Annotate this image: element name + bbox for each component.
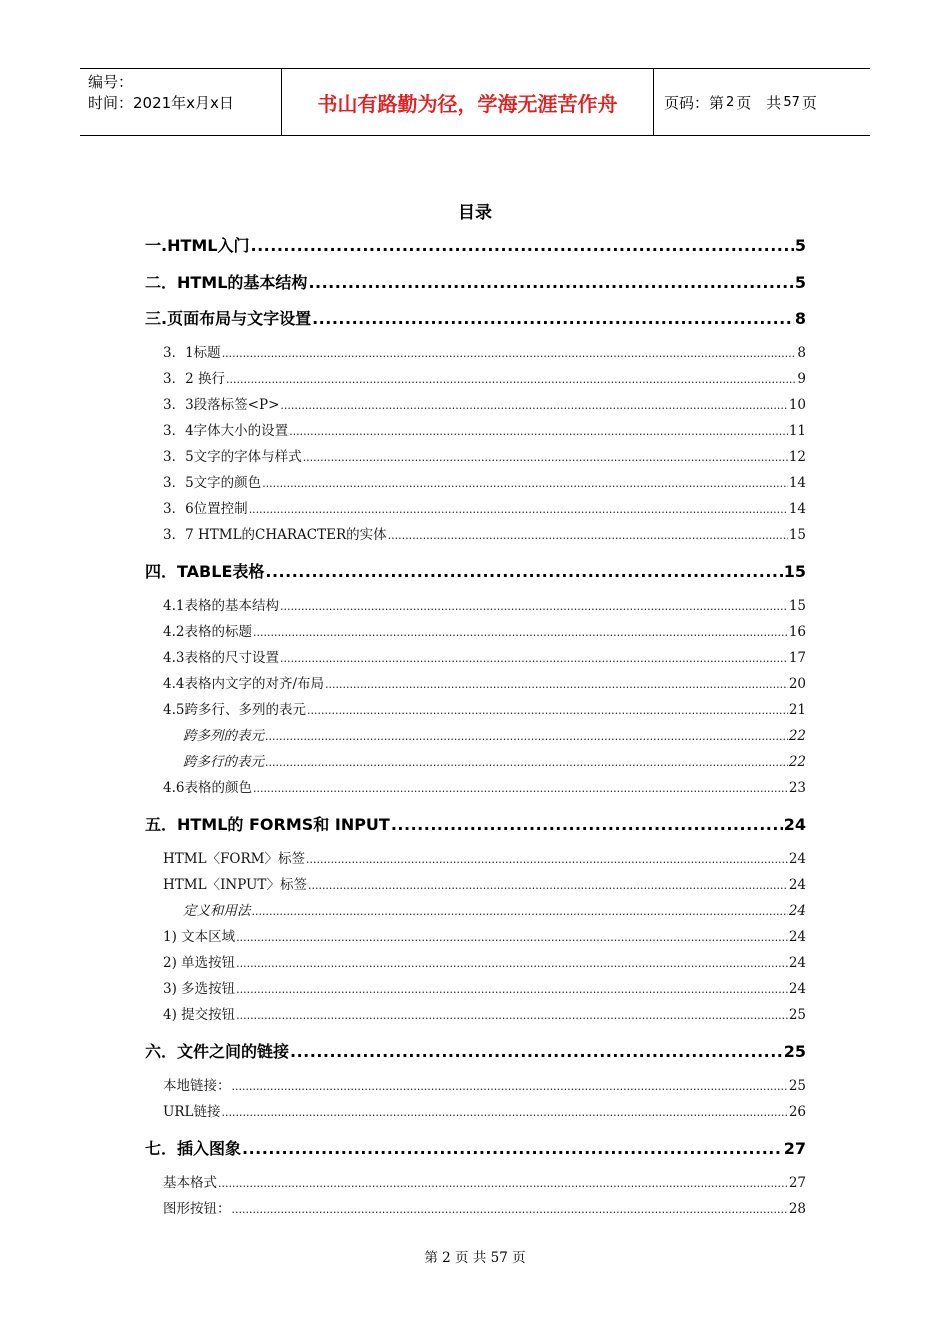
toc-entry[interactable] bbox=[145, 559, 806, 582]
toc-leader-dots bbox=[242, 1139, 783, 1158]
toc-entry-page: 24 bbox=[788, 955, 806, 971]
toc-leader-dots bbox=[222, 345, 797, 361]
toc-entry-page: 5 bbox=[794, 236, 806, 255]
toc-entry-label: 跨多行的表元 bbox=[183, 754, 264, 770]
toc-entry-page: 25 bbox=[788, 1007, 806, 1023]
header-time: 时间：2021年x月x日 bbox=[88, 94, 234, 112]
toc-entry-page: 5 bbox=[794, 273, 806, 292]
header-number: 编号： bbox=[88, 73, 134, 91]
toc-entry-page: 14 bbox=[788, 501, 806, 517]
toc-entry-label: 3．7 HTML的CHARACTER的实体 bbox=[163, 527, 387, 543]
toc-entry-label: 4.1表格的基本结构 bbox=[163, 598, 279, 614]
toc-entry[interactable] bbox=[163, 1171, 806, 1191]
toc-leader-dots bbox=[308, 877, 788, 893]
toc-leader-dots bbox=[232, 1078, 788, 1094]
toc-entry[interactable] bbox=[163, 672, 806, 692]
toc-leader-dots bbox=[222, 1104, 788, 1120]
toc-leader-dots bbox=[280, 650, 788, 666]
toc-entry[interactable] bbox=[163, 977, 806, 997]
toc-entry-label: 四．TABLE表格 bbox=[145, 562, 265, 581]
toc-entry-page: 20 bbox=[788, 676, 806, 692]
toc-entry[interactable] bbox=[145, 270, 806, 293]
toc-entry[interactable] bbox=[163, 873, 806, 893]
toc-entry[interactable] bbox=[145, 1039, 806, 1062]
toc-entry-label: 基本格式 bbox=[163, 1175, 217, 1191]
toc-entry-page: 10 bbox=[788, 397, 806, 413]
toc-leader-dots bbox=[236, 955, 788, 971]
toc-entry-page: 27 bbox=[783, 1139, 806, 1158]
toc-leader-dots bbox=[280, 397, 787, 413]
toc-entry[interactable] bbox=[163, 1074, 806, 1094]
toc-entry[interactable] bbox=[163, 497, 806, 517]
toc-leader-dots bbox=[289, 423, 788, 439]
toc-leader-dots bbox=[325, 676, 788, 692]
toc-leader-dots bbox=[265, 754, 788, 770]
toc-entry-label: 4.5跨多行、多列的表元 bbox=[163, 702, 306, 718]
toc-leader-dots bbox=[262, 475, 788, 491]
toc-entry-label: URL链接 bbox=[163, 1104, 221, 1120]
toc-entry-label: 3．4字体大小的设置 bbox=[163, 423, 289, 439]
toc-leader-dots bbox=[232, 1201, 788, 1217]
toc-entry-label: 二．HTML的基本结构 bbox=[145, 273, 308, 292]
toc-entry[interactable] bbox=[163, 847, 806, 867]
toc-entry[interactable] bbox=[145, 812, 806, 835]
toc-entry[interactable] bbox=[163, 367, 806, 387]
toc-entry[interactable] bbox=[163, 620, 806, 640]
toc-entry-label: HTML〈INPUT〉标签 bbox=[163, 877, 307, 893]
toc-leader-dots bbox=[303, 449, 788, 465]
header-meta bbox=[80, 69, 282, 135]
toc-entry-page: 24 bbox=[788, 929, 806, 945]
toc-leader-dots bbox=[252, 903, 788, 919]
toc-entry-label: 定义和用法 bbox=[183, 903, 251, 919]
header-page-info bbox=[654, 69, 870, 135]
toc-entry-label: 3．3段落标签<P> bbox=[163, 397, 280, 413]
toc-entry-label: 1) 文本区域 bbox=[163, 929, 236, 945]
toc-entry-page: 9 bbox=[797, 371, 806, 387]
toc-entry-label: 五．HTML的 FORMS和 INPUT bbox=[145, 815, 390, 834]
toc-entry[interactable] bbox=[145, 1136, 806, 1159]
toc-entry[interactable] bbox=[163, 523, 806, 543]
toc-entry-page: 28 bbox=[788, 1201, 806, 1217]
toc-entry-label: 3．6位置控制 bbox=[163, 501, 248, 517]
toc-leader-dots bbox=[236, 981, 788, 997]
toc-entry-label: 4) 提交按钮 bbox=[163, 1007, 236, 1023]
toc-entry-label: 跨多列的表元 bbox=[183, 728, 264, 744]
document-header bbox=[80, 68, 870, 136]
toc-entry[interactable] bbox=[163, 594, 806, 614]
toc-entry[interactable] bbox=[163, 393, 806, 413]
toc-leader-dots bbox=[307, 702, 788, 718]
toc-entry[interactable] bbox=[163, 1197, 806, 1217]
toc-entry[interactable] bbox=[163, 951, 806, 971]
toc-entry-label: 本地链接： bbox=[163, 1078, 231, 1094]
toc-entry[interactable] bbox=[163, 698, 806, 718]
toc-entry-label: 4.6表格的颜色 bbox=[163, 780, 252, 796]
toc-entry-label: 3．5文字的颜色 bbox=[163, 475, 262, 491]
toc-entry-label: 4.2表格的标题 bbox=[163, 624, 252, 640]
toc-entry-page: 15 bbox=[783, 562, 806, 581]
header-page-mid: 页 共 bbox=[736, 93, 782, 112]
toc-leader-dots bbox=[388, 527, 788, 543]
header-page-total: 57 bbox=[783, 94, 800, 110]
toc-leader-dots bbox=[265, 562, 782, 581]
toc-entry-page: 8 bbox=[794, 309, 806, 328]
toc-leader-dots bbox=[308, 273, 793, 292]
toc-entry[interactable] bbox=[163, 646, 806, 666]
toc-entry-label: 图形按钮： bbox=[163, 1201, 231, 1217]
toc-entry-label: 2) 单选按钮 bbox=[163, 955, 236, 971]
toc-entry-page: 17 bbox=[788, 650, 806, 666]
toc-entry-page: 26 bbox=[788, 1104, 806, 1120]
toc-entry[interactable] bbox=[163, 419, 806, 439]
toc-leader-dots bbox=[236, 929, 788, 945]
toc-title: 目录 bbox=[458, 203, 492, 223]
toc-entry-label: 3) 多选按钮 bbox=[163, 981, 236, 997]
toc-entry-label: 3．5文字的字体与样式 bbox=[163, 449, 302, 465]
toc-leader-dots bbox=[253, 780, 788, 796]
toc-entry-page: 12 bbox=[788, 449, 806, 465]
toc-entry[interactable] bbox=[163, 445, 806, 465]
toc-entry[interactable] bbox=[163, 341, 806, 361]
toc-entry[interactable] bbox=[183, 899, 806, 919]
toc-entry[interactable] bbox=[183, 750, 806, 770]
toc-entry-page: 21 bbox=[788, 702, 806, 718]
toc-entry-page: 24 bbox=[783, 815, 806, 834]
toc-entry-page: 24 bbox=[788, 981, 806, 997]
toc-entry-page: 24 bbox=[788, 903, 806, 919]
toc-entry-page: 8 bbox=[797, 345, 806, 361]
toc-entry-label: 一.HTML入门 bbox=[145, 236, 250, 255]
toc-entry[interactable] bbox=[163, 1003, 806, 1023]
toc-leader-dots bbox=[249, 501, 788, 517]
toc-entry-page: 27 bbox=[788, 1175, 806, 1191]
toc-entry-label: 4.3表格的尺寸设置 bbox=[163, 650, 279, 666]
toc-leader-dots bbox=[265, 728, 788, 744]
header-page-prefix: 页码：第 bbox=[664, 93, 725, 112]
toc-leader-dots bbox=[290, 1042, 783, 1061]
toc-entry[interactable] bbox=[183, 724, 806, 744]
toc-entry[interactable] bbox=[145, 306, 806, 329]
toc-leader-dots bbox=[306, 851, 788, 867]
toc-entry-page: 16 bbox=[788, 624, 806, 640]
toc-leader-dots bbox=[236, 1007, 788, 1023]
toc-entry-page: 25 bbox=[788, 1078, 806, 1094]
toc-entry-page: 24 bbox=[788, 851, 806, 867]
toc-entry-page: 25 bbox=[783, 1042, 806, 1061]
toc-leader-dots bbox=[312, 309, 794, 328]
toc-leader-dots bbox=[218, 1175, 788, 1191]
toc-entry-page: 15 bbox=[788, 598, 806, 614]
toc-entry-label: HTML〈FORM〉标签 bbox=[163, 851, 305, 867]
toc-entry-page: 15 bbox=[788, 527, 806, 543]
toc-entry-label: 六．文件之间的链接 bbox=[145, 1042, 290, 1061]
toc-leader-dots bbox=[253, 624, 788, 640]
header-motto: 书山有路勤为径，学海无涯苦作舟 bbox=[282, 69, 654, 135]
toc-entry[interactable] bbox=[163, 471, 806, 491]
toc-entry-label: 3．2 换行 bbox=[163, 371, 225, 387]
toc-entry[interactable] bbox=[163, 925, 806, 945]
toc-entry[interactable] bbox=[163, 1100, 806, 1120]
toc-leader-dots bbox=[391, 815, 783, 834]
header-page-suffix: 页 bbox=[801, 93, 817, 112]
toc-leader-dots bbox=[226, 371, 796, 387]
toc-entry-page: 22 bbox=[788, 728, 806, 744]
toc-leader-dots bbox=[251, 236, 794, 255]
toc-entry-page: 22 bbox=[788, 754, 806, 770]
page-footer: 第 2 页 共 57 页 bbox=[424, 1250, 526, 1266]
toc-entry-page: 11 bbox=[788, 423, 806, 439]
toc-entry-page: 23 bbox=[788, 780, 806, 796]
toc-entry[interactable] bbox=[145, 233, 806, 256]
header-page-current: 2 bbox=[726, 94, 735, 110]
toc-entry-label: 4.4表格内文字的对齐/布局 bbox=[163, 676, 325, 692]
toc-entry-label: 3．1标题 bbox=[163, 345, 221, 361]
toc-entry-page: 14 bbox=[788, 475, 806, 491]
toc-entry-label: 七．插入图象 bbox=[145, 1139, 242, 1158]
toc-leader-dots bbox=[280, 598, 788, 614]
toc-entry-label: 三.页面布局与文字设置 bbox=[145, 309, 312, 328]
toc-entry-page: 24 bbox=[788, 877, 806, 893]
toc-entry[interactable] bbox=[163, 776, 806, 796]
